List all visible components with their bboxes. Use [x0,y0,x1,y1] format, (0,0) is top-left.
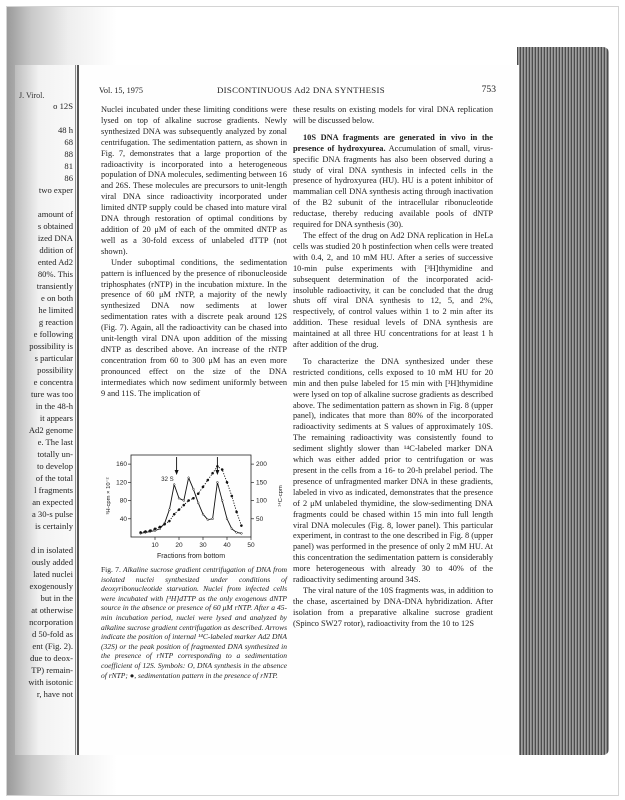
y-right-tick-label: 100 [256,497,267,505]
previous-page-sliver [15,65,76,755]
data-point [241,532,243,534]
data-point [188,477,190,479]
marker-arrowhead [215,470,219,475]
data-point [202,486,204,488]
data-point [193,488,195,490]
article-title: DISCONTINUOUS Ad2 DNA SYNTHESIS [217,85,385,95]
data-point [178,509,180,511]
data-point [173,484,175,486]
previous-page-line: ously added [31,557,73,567]
data-point [197,493,199,495]
previous-page-line: ddition of [39,245,73,255]
volume-label: Vol. 15, 1975 [99,86,143,95]
sedimentation-chart [101,447,287,563]
caption-text: Alkaline sucrose gradient centrifugation of DNA from isolated nuclei synthesized under conditions of deoxyribonucleotide starvation. Nuclei from infected cells were incubated with [³H]dTTP as the only exogenous dNTP source in the absence or presence of 60 μM rNTP. After a 45-min incubation period, nuclei were lysed and analyzed by alkaline sucrose gradient centrifugation as described. Arrows indicate the position of internal ¹⁴C-labeled marker Ad2 DNA (32S) or the peak position of fragmented DNA synthesized in the presence of rNTP corresponding to a sedimentation coefficient of 12S. Symbols: O, DNA synthesis in the absence of rNTP; ●, sedimentation pattern in the presence of rNTP. [101,565,288,680]
previous-page-line: Ad2 genome [28,425,73,435]
y-left-axis-label: ³H-cpm × 10⁻² [106,477,112,515]
paragraph: Nuclei incubated under these limiting conditions were lysed on top of alkaline sucrose gradients. Newly synthesized DNA was subsequently analyzed by zonal centrifugation. The sedimentation pattern, as shown in Fig. 7, demonstrates that a large proportion of the radioactivity is incorporated into a heterogeneous population of DNA molecules, sedimenting between 16 and 26S. These molecules are precursors to unit-length viral DNA since radioactivity incorporated under limited dNTP supply could be chased into mature viral DNA through restoration of optimal conditions by addition of 20 μM of each of the ommited dNTP as well as a 30-fold excess of unlabeled dTTP (not shown). [101,105,287,256]
x-tick-label: 40 [223,542,231,549]
data-point [212,518,214,520]
journal-page [77,65,519,755]
previous-page-line: TP) remain- [31,665,73,675]
column-left [101,105,287,399]
data-point [197,502,199,504]
previous-page-line: l fragments [34,485,73,495]
y-left-tick-label: 120 [116,479,127,487]
figure-caption [101,565,287,680]
previous-page-line: of the total [35,473,73,483]
previous-page-line [15,112,75,124]
previous-page-line: ent (Fig. 2). [32,641,73,651]
previous-page-line: d in isolated [30,545,73,555]
marker-label: 32 S [161,477,174,483]
previous-page-line: an expected [32,497,73,507]
previous-page-line: 81 [64,161,73,171]
paragraph: The viral nature of the 10S fragments was, in addition to the chase, ascertained by DNA-DNA hybridization. After isolation from a preparative alkaline sucrose gradient (Spinco SW27 rotor), radioactivity from the 10 to 12S [293,585,493,628]
caption-label: Fig. 7. [101,565,121,574]
previous-page-line: amount of [37,209,73,219]
previous-page-line: r, have not [36,689,73,699]
previous-page-line [15,196,75,208]
data-point [154,528,156,530]
previous-page-line: ented Ad2 [37,257,73,267]
paragraph: To characterize the DNA synthesized under these restricted conditions, cells exposed to 10 mM HU for 20 min and then pulse labeled for 15 min with [³H]thymidine were lysed on top of alkaline sucrose gradients as described above. The sedimentation pattern as shown in Fig. 8 (upper panel), indicates that more than 80% of the incorporated radioactivity sediments at S values of approximately 10S. The remaining radioactivity was consistently found to sediment slightly slower than ¹⁴C-labeled marker DNA which was either added prior to centrifugation or was present in the cells from a 16- to 20-h prelabel period. The presence of unfragmented marker DNA in these gradients, labeled in vivo as indicated, demonstrates that the presence of 2 μM unlabeled thymidine, the slow-sedimenting DNA fragments could be chased within 15 min into full length viral DNA molecules (Fig. 8, lower panel). This particular experiment, in contrast to the one described in Fig. 8 (upper panel) was performed in the presence of only 2 mM HU. At this concentration the sedimentation pattern is considerably more heterogeneous with already 30 to 40% of the radioactivity sedimenting around 34S. [293,356,493,585]
data-point [144,530,146,532]
previous-page-line: a 30-s pulse [31,509,73,519]
previous-page-line: is certainly [35,521,73,531]
previous-page-line: ture was too [30,389,73,399]
figure-7 [101,447,287,563]
data-point [183,504,185,506]
y-right-tick-label: 200 [256,461,267,469]
previous-page-line: s particular [34,353,73,363]
paragraph: these results on existing models for viral DNA replication will be discussed below. [293,105,493,125]
paragraph-text: Accumulation of small, virus-specific DNA fragments has also been observed during a study of viral DNA synthesis in infected cells in the presence of hydroxyurea (HU). HU is a potent inhibitor of mammalian cell DNA synthesis acting through inactivation of the B2 subunit of the intracellular ribonucleotide reductase, thereby reducing available pools of dNTP required for DNA synthesis (30). [293,143,493,230]
series-line [141,466,242,532]
data-point [188,499,190,501]
data-point [178,497,180,499]
x-axis-label: Fractions from bottom [156,553,226,560]
data-point [168,520,170,522]
previous-page-line: e following [33,329,73,339]
data-point [149,530,151,532]
previous-page-line: with isotonic [28,677,73,687]
y-left-tick-label: 80 [119,497,127,505]
section-paragraph [293,133,493,231]
section-heading: 10S DNA fragments are generated in vivo in the presence of hydroxyurea. [293,132,493,153]
previous-page-line: he limited [38,305,73,315]
y-right-tick-label: 150 [256,479,267,487]
paragraph: The effect of the drug on Ad2 DNA replication in HeLa cells was studied 20 h postinfection when cells were treated with 0.4, 2, and 10 mM HU. After a series of successive 10-min pulse experiments with [³H]thymidine and subsequent determination of the incorporated acid-insoluble radioactivity, it can be concluded that the drug shuts off viral DNA synthesis to 12, 5, and 2%, respectively, of control values within 1 to 2 min after its addition. These residual levels of DNA synthesis are maintained at all three HU concentrations for at least 1 h after addition of the drug. [293,230,493,350]
paragraph: Under suboptimal conditions, the sedimentation pattern is influenced by the presence of ribonucleoside triphosphates (rNTP) in the incubation mixture. In the presence of 60 μM rNTP, a majority of the newly synthesized DNA now sediments at lower sedimentation rates with a discrete peak around 12S (Fig. 7). Again, all the radioactivity can be chased into unit-length viral DNA upon addition of the missing dNTP as described above. An increase of the rNTP concentration from 60 to 300 μM has an even more pronounced effect on the size of the DNA intermediates which now sediment uniformly between 9 and 11S. The implication of [101,257,287,398]
previous-page-line: o 12S [53,101,73,111]
previous-page-line: d 50-fold as [31,629,73,639]
data-point [226,518,228,520]
data-point [221,500,223,502]
previous-page-line: ncorporation [29,617,73,627]
previous-page-line: e on both [41,293,73,303]
y-left-tick-label: 160 [116,461,127,469]
y-right-tick-label: 50 [256,515,264,523]
previous-page-line: lated nuclei [33,569,73,579]
data-point [207,479,209,481]
previous-page-text [15,100,75,700]
data-point [183,500,185,502]
previous-page-line: exogenously [29,581,73,591]
y-left-tick-label: 40 [119,515,127,523]
data-point [202,513,204,515]
data-point [212,472,214,474]
running-header [99,85,494,97]
column-right [293,105,493,630]
data-point [192,497,194,499]
previous-page-line: due to deox- [30,653,73,663]
data-point [221,468,223,470]
previous-page-line: 48 h [57,125,73,135]
series-line [141,478,242,534]
data-point [217,481,219,483]
previous-page-line: 80%. This [37,269,73,279]
page-number: 753 [481,84,496,95]
previous-page-line: at otherwise [31,605,73,615]
data-point [207,519,209,521]
previous-page-line: to develop [36,461,73,471]
previous-page-line: it appears [39,413,73,423]
previous-page-line: e concentra [33,377,73,387]
data-point [159,526,161,528]
previous-page-line: in the 48-h [35,401,73,411]
data-point [231,528,233,530]
previous-page-header: J. Virol. [19,91,45,100]
x-tick-label: 20 [175,542,183,549]
previous-page-line: g reaction [38,317,73,327]
scanned-sheet [6,6,619,796]
previous-page-line: but in the [40,593,73,603]
y-right-axis-label: ¹⁴C-cpm [278,485,284,507]
data-point [226,481,228,483]
data-point [231,495,233,497]
data-point [173,513,175,515]
previous-page-line: 68 [64,137,73,147]
previous-page-line: ized DNA [37,233,73,243]
previous-page-line [15,532,75,544]
x-tick-label: 10 [151,542,159,549]
data-point [240,525,242,527]
data-point [164,523,166,525]
data-point [236,511,238,513]
previous-page-line: possibility [37,365,73,375]
book-page-edges [517,47,609,755]
previous-page-line: s obtained [37,221,73,231]
previous-page-line: 86 [64,173,73,183]
marker-arrowhead [175,470,179,475]
previous-page-line: two exper [38,185,73,195]
previous-page-line: totally un- [37,449,73,459]
previous-page-line: e. The last [37,437,73,447]
data-point [236,532,238,534]
x-tick-label: 30 [199,542,207,549]
previous-page-line: transiently [36,281,73,291]
previous-page-line: 88 [64,149,73,159]
data-point [169,509,171,511]
data-point [140,531,142,533]
previous-page-line: possibility is [29,341,73,351]
x-tick-label: 50 [247,542,255,549]
